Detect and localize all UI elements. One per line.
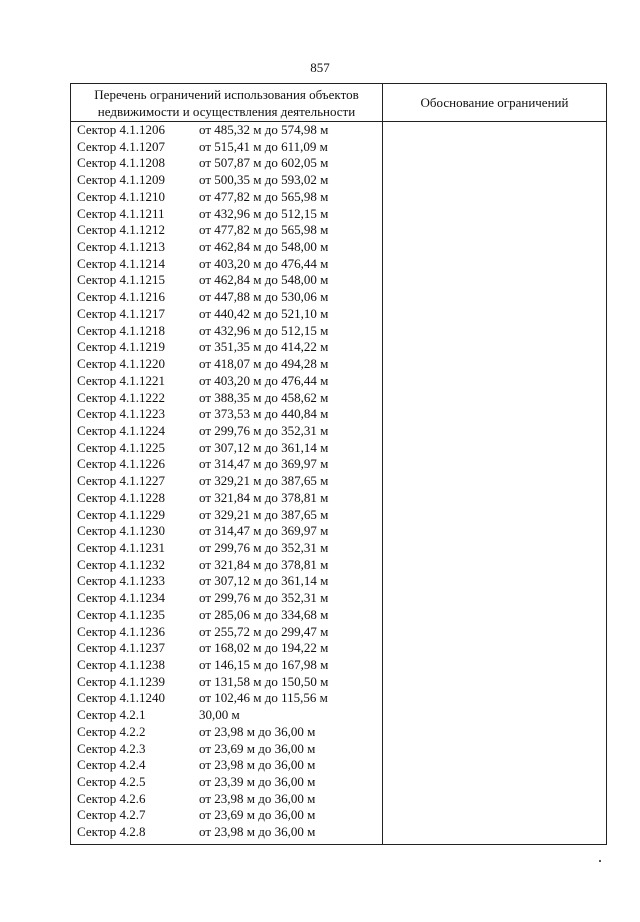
sector-name: Сектор 4.2.6 — [77, 790, 146, 806]
sector-name: Сектор 4.1.1209 — [77, 172, 166, 188]
table-row — [71, 557, 382, 574]
sector-name: Сектор 4.1.1224 — [77, 422, 166, 438]
sector-name: Сектор 4.1.1238 — [77, 657, 166, 672]
sector-name: Сектор 4.1.1234 — [77, 590, 166, 606]
sector-range: от 23,98 м до 36,00 м — [199, 723, 316, 739]
sector-range: от 23,98 м до 36,00 м — [199, 757, 316, 773]
sector-range: от 351,35 м до 414,22 м — [199, 339, 329, 355]
sector-name: Сектор 4.1.1218 — [77, 322, 166, 338]
table-row — [71, 172, 382, 189]
table-row — [71, 206, 382, 223]
sector-name: Сектор 4.1.1232 — [77, 556, 166, 572]
table-row — [71, 690, 382, 707]
table-row — [71, 757, 382, 774]
sector-range: от 131,58 м до 150,50 м — [199, 673, 329, 689]
sector-name: Сектор 4.1.1225 — [77, 439, 166, 455]
table-row — [71, 256, 382, 273]
page-number: 857 — [310, 60, 330, 75]
table-row — [71, 507, 382, 524]
header-restrictions-line2: недвижимости и осуществления деятельности — [97, 104, 356, 119]
sector-range: от 462,84 м до 548,00 м — [199, 272, 329, 288]
sector-range: от 299,76 м до 352,31 м — [199, 590, 329, 606]
table-row — [71, 222, 382, 239]
sector-name: Сектор 4.2.8 — [77, 824, 146, 840]
sector-range: от 432,96 м до 512,15 м — [199, 205, 329, 221]
sector-name: Сектор 4.1.1222 — [77, 389, 166, 405]
sector-name: Сектор 4.1.1208 — [77, 155, 166, 171]
sector-range: от 477,82 м до 565,98 м — [199, 222, 329, 238]
sector-range: 30,00 м — [199, 707, 240, 723]
sector-name: Сектор 4.1.1220 — [77, 356, 166, 372]
sector-range: от 168,02 м до 194,22 м — [199, 640, 329, 656]
sector-range: от 307,12 м до 361,14 м — [199, 439, 329, 455]
sector-name: Сектор 4.1.1231 — [77, 539, 166, 555]
table-row — [71, 155, 382, 172]
sector-range: от 307,12 м до 361,14 м — [199, 573, 329, 589]
sector-range: от 403,20 м до 476,44 м — [199, 372, 329, 388]
sector-range: от 373,53 м до 440,84 м — [199, 406, 329, 422]
table-row — [71, 791, 382, 808]
sector-range: от 23,69 м до 36,00 м — [199, 807, 316, 823]
table-row — [71, 456, 382, 473]
sector-name: Сектор 4.1.1233 — [77, 573, 166, 589]
sector-name: Сектор 4.1.1215 — [77, 272, 166, 288]
table-row — [71, 624, 382, 641]
table-row — [71, 390, 382, 407]
table-row — [71, 339, 382, 356]
sector-name: Сектор 4.1.1237 — [77, 640, 166, 656]
sector-name: Сектор 4.2.2 — [77, 723, 146, 739]
sector-name: Сектор 4.1.1219 — [77, 339, 166, 355]
header-restrictions-list — [71, 86, 382, 120]
sector-name: Сектор 4.2.7 — [77, 807, 146, 823]
sector-range: от 314,47 м до 369,97 м — [199, 456, 329, 472]
sector-range: от 507,87 м до 602,05 м — [199, 155, 329, 171]
sector-name: Сектор 4.1.1217 — [77, 305, 166, 321]
sector-name: Сектор 4.1.1211 — [77, 205, 165, 221]
sector-name: Сектор 4.1.1213 — [77, 239, 166, 255]
sector-range: от 299,76 м до 352,31 м — [199, 422, 329, 438]
sector-range: от 321,84 м до 378,81 м — [199, 556, 329, 572]
table-row — [71, 807, 382, 824]
table-row — [71, 640, 382, 657]
sector-range: от 462,84 м до 548,00 м — [199, 239, 329, 255]
table-row — [71, 139, 382, 156]
table-row — [71, 523, 382, 540]
sector-range: от 321,84 м до 378,81 м — [199, 489, 329, 505]
sector-name: Сектор 4.1.1239 — [77, 673, 166, 689]
table-row — [71, 373, 382, 390]
sector-name: Сектор 4.1.1221 — [77, 372, 166, 388]
sector-name: Сектор 4.1.1223 — [77, 406, 166, 422]
sector-range: от 23,69 м до 36,00 м — [199, 740, 316, 756]
table-row — [71, 272, 382, 289]
table-row — [71, 774, 382, 791]
sector-name: Сектор 4.2.4 — [77, 757, 146, 773]
table-row — [71, 306, 382, 323]
sector-range: от 146,15 м до 167,98 м — [199, 657, 329, 672]
table-row — [71, 356, 382, 373]
scan-artifact — [599, 860, 601, 862]
sector-name: Сектор 4.1.1236 — [77, 623, 166, 639]
sector-name: Сектор 4.1.1212 — [77, 222, 166, 238]
table-row — [71, 824, 382, 841]
sector-range: от 500,35 м до 593,02 м — [199, 172, 329, 188]
sector-range: от 102,46 м до 115,56 м — [199, 690, 328, 706]
table-row — [71, 724, 382, 741]
table-row — [71, 490, 382, 507]
table-row — [71, 674, 382, 691]
sector-range: от 23,39 м до 36,00 м — [199, 774, 316, 790]
sector-range: от 515,41 м до 611,09 м — [199, 138, 328, 154]
table-row — [71, 423, 382, 440]
sector-name: Сектор 4.1.1228 — [77, 489, 166, 505]
sector-name: Сектор 4.2.3 — [77, 740, 146, 756]
header-restrictions-line1: Перечень ограничений использования объектов — [94, 87, 359, 102]
sector-range: от 418,07 м до 494,28 м — [199, 356, 329, 372]
table-row — [71, 741, 382, 758]
table-row — [71, 239, 382, 256]
sector-range: от 329,21 м до 387,65 м — [199, 506, 329, 522]
restrictions-table — [70, 83, 607, 845]
sector-range: от 23,98 м до 36,00 м — [199, 790, 316, 806]
sector-name: Сектор 4.1.1206 — [77, 122, 166, 137]
sector-name: Сектор 4.1.1210 — [77, 188, 166, 204]
sector-range: от 403,20 м до 476,44 м — [199, 255, 329, 271]
table-row — [71, 289, 382, 306]
sector-range: от 485,32 м до 574,98 м — [199, 122, 329, 137]
table-row — [71, 323, 382, 340]
sector-name: Сектор 4.1.1214 — [77, 255, 166, 271]
table-row — [71, 707, 382, 724]
sector-name: Сектор 4.1.1207 — [77, 138, 166, 154]
sector-range: от 299,76 м до 352,31 м — [199, 539, 329, 555]
table-row — [71, 189, 382, 206]
sector-range: от 329,21 м до 387,65 м — [199, 473, 329, 489]
table-body — [71, 122, 382, 841]
sector-name: Сектор 4.1.1235 — [77, 606, 166, 622]
sector-name: Сектор 4.1.1230 — [77, 523, 166, 539]
sector-range: от 432,96 м до 512,15 м — [199, 322, 329, 338]
header-justification: Обоснование ограничений — [420, 94, 569, 110]
table-row — [71, 440, 382, 457]
sector-name: Сектор 4.1.1229 — [77, 506, 166, 522]
table-row — [71, 607, 382, 624]
sector-range: от 477,82 м до 565,98 м — [199, 188, 329, 204]
sector-name: Сектор 4.2.1 — [77, 707, 146, 723]
sector-name: Сектор 4.1.1240 — [77, 690, 166, 706]
sector-name: Сектор 4.1.1216 — [77, 289, 166, 305]
sector-range: от 255,72 м до 299,47 м — [199, 623, 329, 639]
sector-name: Сектор 4.2.5 — [77, 774, 146, 790]
sector-range: от 440,42 м до 521,10 м — [199, 305, 329, 321]
table-row — [71, 573, 382, 590]
table-row — [71, 473, 382, 490]
sector-range: от 388,35 м до 458,62 м — [199, 389, 329, 405]
sector-range: от 314,47 м до 369,97 м — [199, 523, 329, 539]
sector-range: от 447,88 м до 530,06 м — [199, 289, 329, 305]
sector-range: от 285,06 м до 334,68 м — [199, 606, 329, 622]
table-header — [71, 84, 606, 122]
sector-name: Сектор 4.1.1227 — [77, 473, 166, 489]
table-row — [71, 540, 382, 557]
column-divider — [382, 84, 383, 844]
sector-range: от 23,98 м до 36,00 м — [199, 824, 316, 840]
table-row — [71, 406, 382, 423]
table-row — [71, 122, 382, 139]
sector-name: Сектор 4.1.1226 — [77, 456, 166, 472]
table-row — [71, 657, 382, 674]
table-row — [71, 590, 382, 607]
